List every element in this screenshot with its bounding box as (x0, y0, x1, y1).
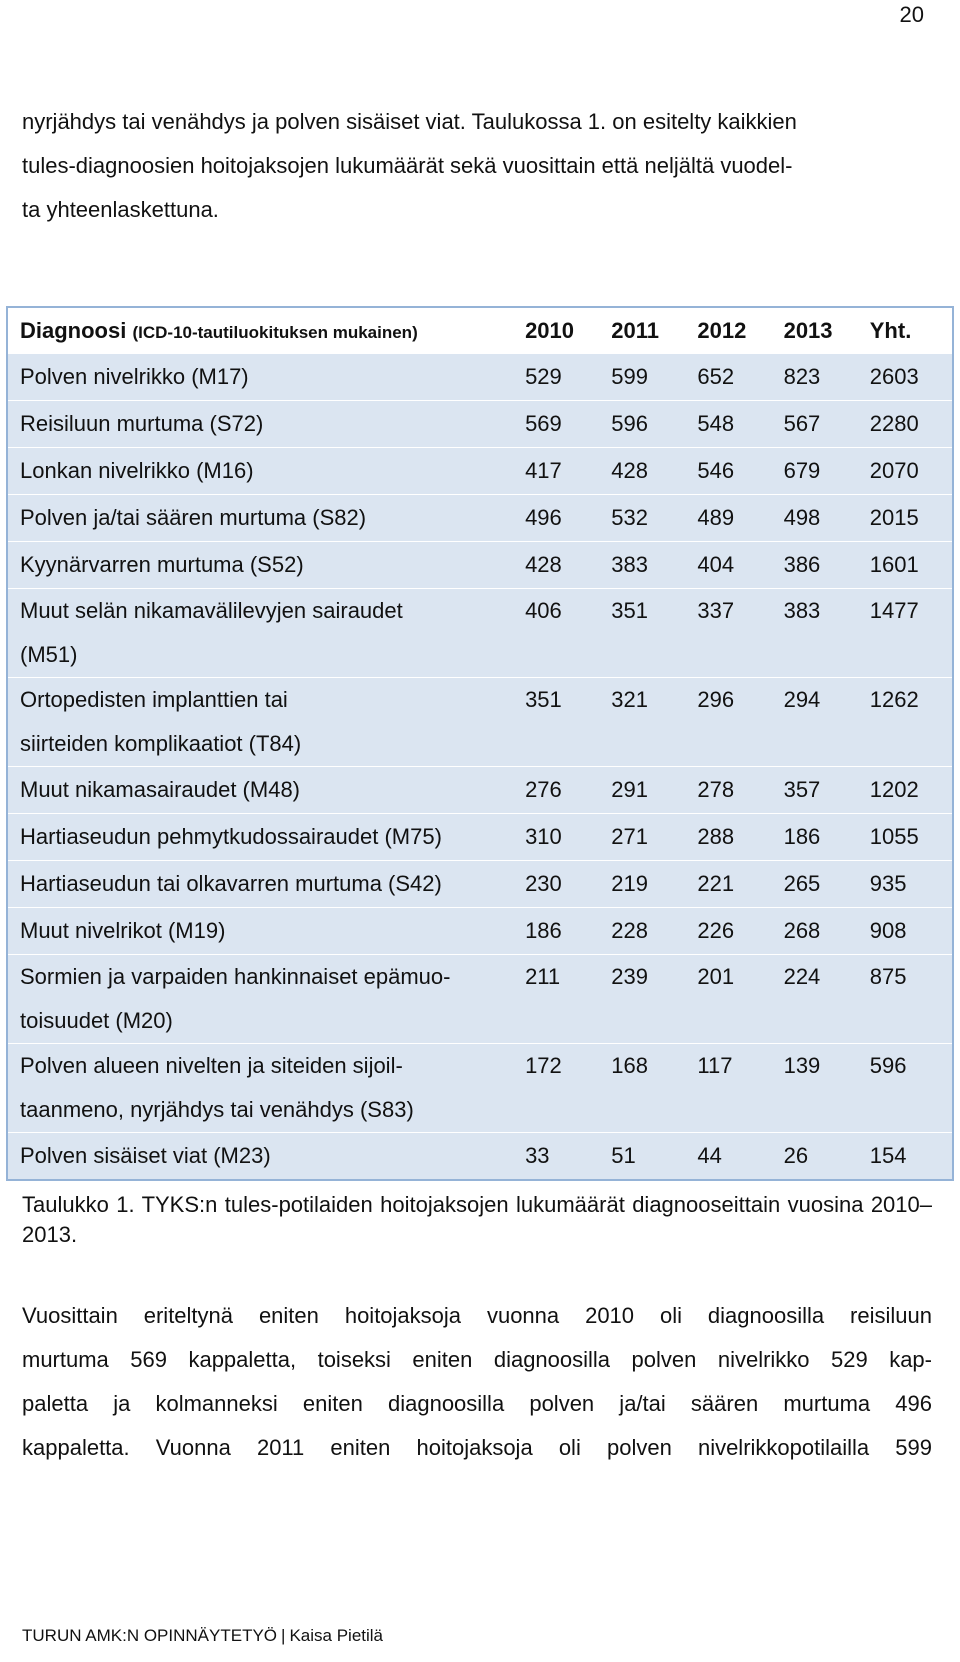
row-value-2012: 404 (683, 542, 769, 589)
row-diagnosis (8, 814, 511, 861)
row-value-2010: 276 (511, 767, 597, 814)
row-value-total: 935 (856, 861, 952, 908)
table-row (8, 448, 952, 495)
footer-author: Kaisa Pietilä (289, 1626, 384, 1645)
row-value-2010: 496 (511, 495, 597, 542)
row-value-total: 596 (856, 1044, 952, 1133)
row-diagnosis-line: Sormien ja varpaiden hankinnaiset epämuo- (20, 964, 451, 989)
row-diagnosis-line: Ortopedisten implanttien tai (20, 687, 288, 712)
row-value-2011: 51 (597, 1133, 683, 1180)
row-value-2011: 596 (597, 401, 683, 448)
row-value-2013: 139 (770, 1044, 856, 1133)
table-row (8, 955, 952, 1044)
row-diagnosis-line: Reisiluun murtuma (S72) (20, 411, 264, 436)
row-value-2010: 529 (525, 364, 562, 389)
row-value-2010: 186 (511, 908, 597, 955)
row-diagnosis-line: Polven nivelrikko (M17) (20, 364, 249, 389)
row-value-2013: 268 (770, 908, 856, 955)
row-value-2010: 428 (511, 542, 597, 589)
row-diagnosis-line: Kyynärvarren murtuma (S52) (20, 552, 304, 577)
row-diagnosis (8, 861, 511, 908)
row-value-2013: 386 (770, 542, 856, 589)
row-diagnosis (8, 908, 511, 955)
row-diagnosis-line: Polven sisäiset viat (M23) (20, 1143, 271, 1168)
row-value-2012: 226 (683, 908, 769, 955)
row-value-2013: 186 (770, 814, 856, 861)
row-diagnosis (8, 955, 511, 1044)
row-diagnosis-line: Muut selän nikamavälilevyjen sairaudet (20, 598, 403, 623)
intro-line: tules-diagnoosien hoitojaksojen lukumäärät sekä vuosittain että neljältä vuodel- (22, 153, 793, 178)
row-value-2012: 489 (683, 495, 769, 542)
row-value-2011: 228 (597, 908, 683, 955)
intro-line: nyrjähdys tai venähdys ja polven sisäiset viat. Taulukossa 1. on esitelty kaikkien (22, 109, 797, 134)
row-diagnosis (8, 542, 511, 589)
row-diagnosis-line: toisuudet (M20) (20, 1008, 173, 1033)
table-row (8, 767, 952, 814)
table-row (8, 354, 952, 401)
row-diagnosis-line: (M51) (20, 642, 78, 667)
row-value-2013: 823 (783, 364, 821, 389)
row-value-total: 875 (856, 955, 952, 1044)
row-value-2010: 569 (511, 401, 597, 448)
table-row (8, 1133, 952, 1180)
row-value-2010: 230 (511, 861, 597, 908)
row-value-2010: 211 (511, 955, 597, 1044)
row-value-2011: 599 (611, 364, 648, 389)
row-value-total: 2015 (856, 495, 952, 542)
row-diagnosis (8, 354, 511, 401)
row-value-2011: 321 (597, 678, 683, 767)
table-header-row (8, 308, 952, 354)
row-value-2011: 428 (597, 448, 683, 495)
footer-separator: | (281, 1626, 286, 1645)
row-value-2010: 172 (511, 1044, 597, 1133)
row-value-total: 1601 (856, 542, 952, 589)
row-value-2012: 44 (683, 1133, 769, 1180)
table-row (8, 814, 952, 861)
row-value-2013: 383 (770, 589, 856, 678)
table-row (8, 401, 952, 448)
row-value-total: 908 (856, 908, 952, 955)
table-row (8, 861, 952, 908)
header-diagnosis-sub: (ICD-10-tautiluokituksen mukainen) (132, 323, 418, 342)
row-value-total: 2603 (869, 364, 919, 389)
page-footer (22, 1626, 383, 1646)
row-diagnosis (8, 767, 511, 814)
row-diagnosis-line: Lonkan nivelrikko (M16) (20, 458, 254, 483)
row-value-2013: 567 (770, 401, 856, 448)
row-diagnosis (8, 495, 511, 542)
table-row (8, 678, 952, 767)
row-value-2010: 406 (511, 589, 597, 678)
row-value-total: 1262 (856, 678, 952, 767)
row-value-2012: 296 (683, 678, 769, 767)
row-value-2013: 265 (770, 861, 856, 908)
row-diagnosis-line: Polven alueen nivelten ja siteiden sijoil- (20, 1053, 403, 1078)
row-diagnosis-line: Muut nivelrikot (M19) (20, 918, 226, 943)
body-paragraph (22, 1294, 932, 1470)
para-line: Vuosittain eriteltynä eniten hoitojaksoja vuonna 2010 oli diagnoosilla reisiluun (22, 1303, 932, 1328)
row-value-2012: 117 (683, 1044, 769, 1133)
row-value-2013: 498 (770, 495, 856, 542)
row-value-total: 2280 (856, 401, 952, 448)
page-number: 20 (899, 2, 924, 27)
header-year-2011: 2011 (597, 308, 683, 354)
row-value-2013: 679 (770, 448, 856, 495)
row-value-2012: 548 (683, 401, 769, 448)
row-value-total: 1202 (856, 767, 952, 814)
para-line: murtuma 569 kappaletta, toiseksi eniten diagnoosilla polven nivelrikko 529 kap- (22, 1347, 932, 1372)
diagnosis-table (6, 306, 954, 1181)
row-diagnosis (8, 448, 511, 495)
table-row (8, 589, 952, 678)
row-diagnosis (8, 1044, 511, 1133)
row-value-2013: 357 (770, 767, 856, 814)
row-value-2012: 221 (683, 861, 769, 908)
row-value-2013: 26 (770, 1133, 856, 1180)
row-value-total: 154 (856, 1133, 952, 1180)
intro-line: ta yhteenlaskettuna. (22, 197, 219, 222)
header-diagnosis: Diagnoosi (ICD-10-tautiluokituksen mukainen) (8, 308, 511, 354)
row-value-2011: 291 (597, 767, 683, 814)
row-diagnosis-line: Muut nikamasairaudet (M48) (20, 777, 301, 802)
row-value-2010: 310 (511, 814, 597, 861)
row-value-2013: 294 (770, 678, 856, 767)
row-value-2010: 417 (511, 448, 597, 495)
header-year-2012: 2012 (683, 308, 769, 354)
row-value-2011: 239 (597, 955, 683, 1044)
row-diagnosis-line: siirteiden komplikaatiot (T84) (20, 731, 302, 756)
row-value-2011: 532 (597, 495, 683, 542)
row-value-2012: 201 (683, 955, 769, 1044)
row-value-2012: 652 (697, 364, 735, 389)
row-value-2010: 351 (511, 678, 597, 767)
row-value-total: 1477 (856, 589, 952, 678)
para-line: kappaletta. Vuonna 2011 eniten hoitojaksoja oli polven nivelrikkopotilailla 599 (22, 1435, 932, 1460)
row-value-2011: 219 (597, 861, 683, 908)
row-value-2012: 546 (683, 448, 769, 495)
para-line: paletta ja kolmanneksi eniten diagnoosilla polven ja/tai säären murtuma 496 (22, 1391, 932, 1416)
row-value-2013: 224 (770, 955, 856, 1044)
row-value-2011: 351 (597, 589, 683, 678)
row-diagnosis (8, 401, 511, 448)
row-diagnosis-line: taanmeno, nyrjähdys tai venähdys (S83) (20, 1097, 414, 1122)
header-year-2013: 2013 (770, 308, 856, 354)
row-value-2011: 168 (597, 1044, 683, 1133)
row-diagnosis (8, 678, 511, 767)
row-value-2012: 278 (683, 767, 769, 814)
row-diagnosis-line: Polven ja/tai säären murtuma (S82) (20, 505, 367, 530)
row-value-2010: 33 (511, 1133, 597, 1180)
table-row (8, 1044, 952, 1133)
row-value-2012: 288 (683, 814, 769, 861)
table-row (8, 908, 952, 955)
table-row (8, 495, 952, 542)
row-value-total: 2070 (856, 448, 952, 495)
table-caption: Taulukko 1. TYKS:n tules-potilaiden hoitojaksojen lukumäärät diagnooseittain vuosina 2010–2013. (22, 1192, 932, 1247)
row-diagnosis (8, 589, 511, 678)
intro-paragraph (22, 100, 932, 232)
row-value-2011: 271 (597, 814, 683, 861)
row-diagnosis-line: Hartiaseudun pehmytkudossairaudet (M75) (20, 824, 442, 849)
header-total: Yht. (856, 308, 952, 354)
row-value-2012: 337 (683, 589, 769, 678)
row-value-2011: 383 (597, 542, 683, 589)
footer-org: TURUN AMK:N OPINNÄYTETYÖ (22, 1626, 278, 1645)
row-diagnosis-line: Hartiaseudun tai olkavarren murtuma (S42) (20, 871, 442, 896)
row-value-total: 1055 (856, 814, 952, 861)
row-diagnosis (8, 1133, 511, 1180)
header-year-2010: 2010 (511, 308, 597, 354)
table-row (8, 542, 952, 589)
